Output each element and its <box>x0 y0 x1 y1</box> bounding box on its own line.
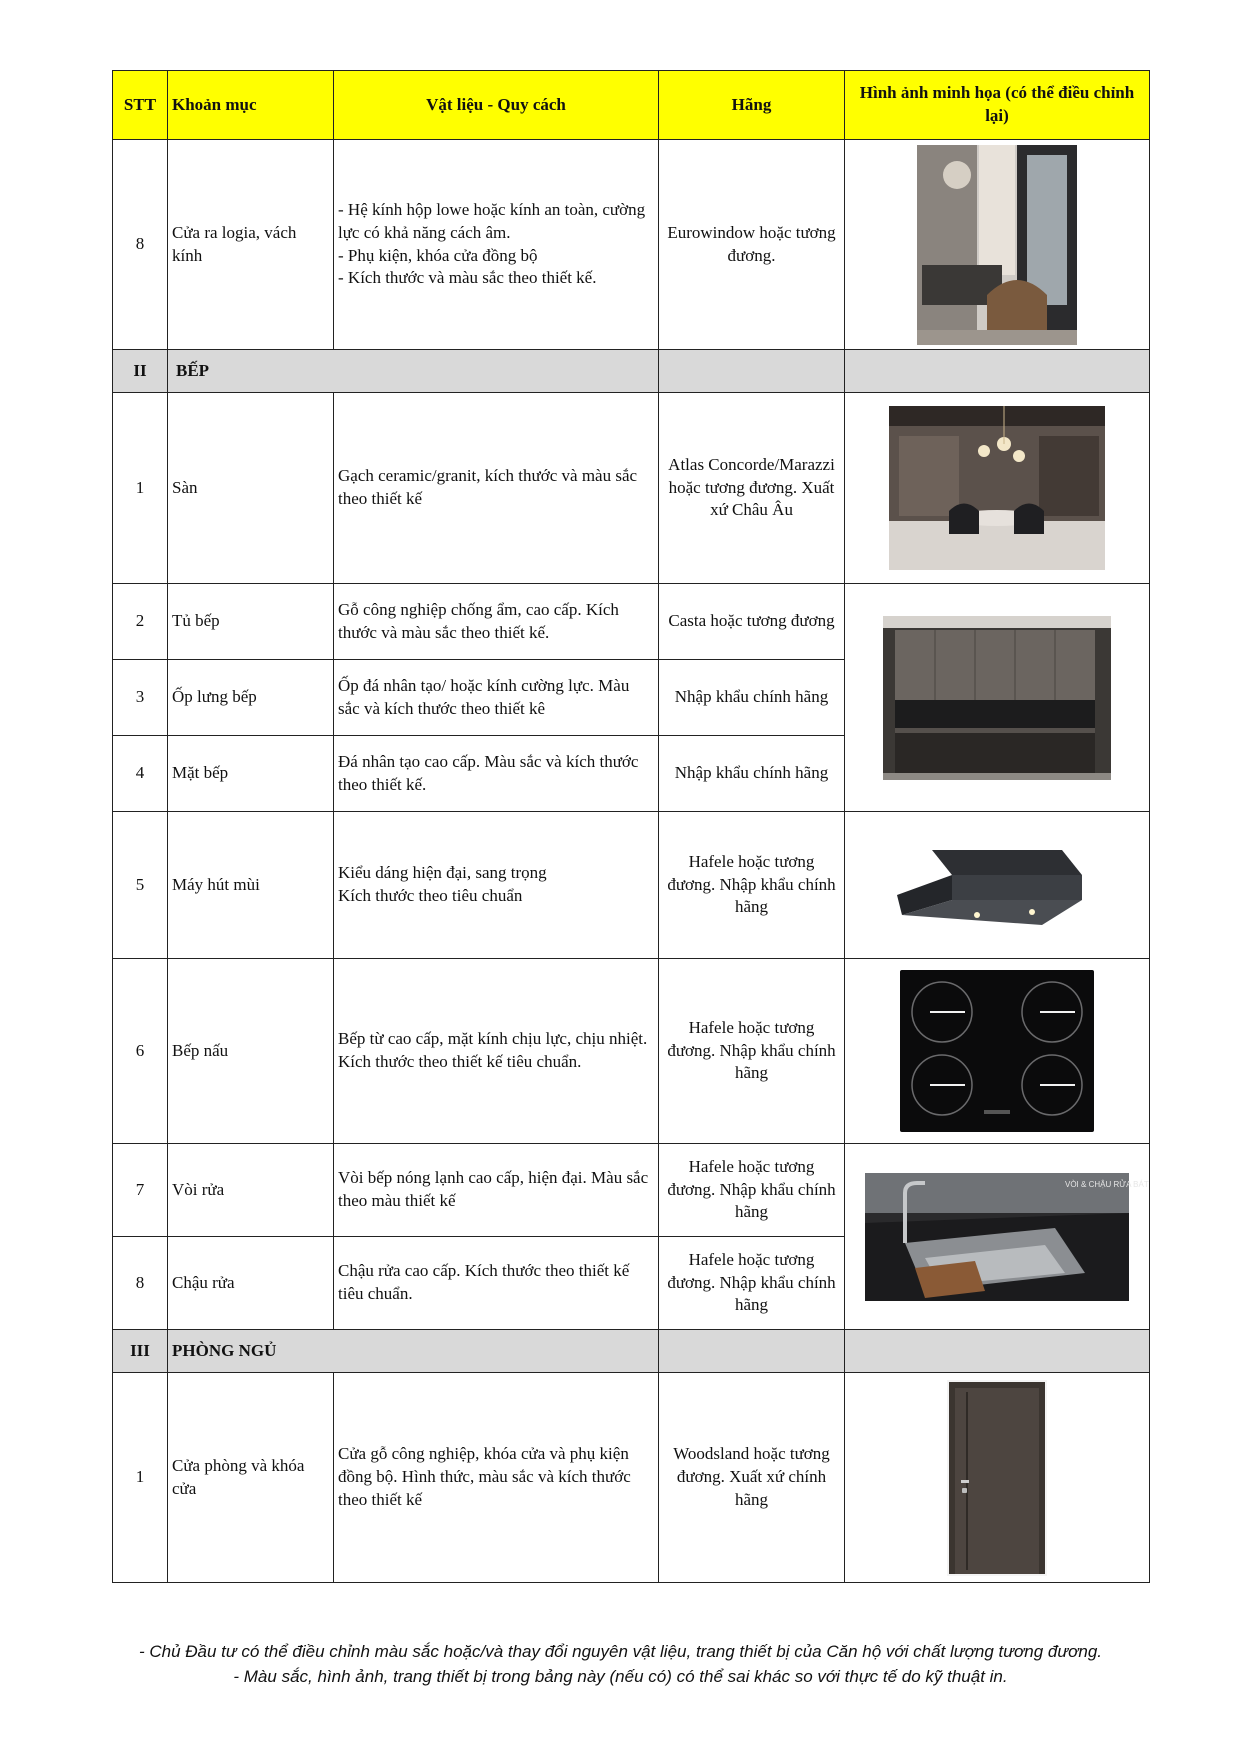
header-stt: STT <box>113 71 168 140</box>
table-row <box>113 959 1150 1144</box>
row-brand: Nhập khẩu chính hãng <box>659 660 845 736</box>
row-image-cell <box>845 1373 1150 1583</box>
row-item: Tủ bếp <box>168 584 334 660</box>
sink-image-caption: VÒI & CHẬU RỬA BÁT <box>1065 1179 1149 1189</box>
row-spec: Đá nhân tạo cao cấp. Màu sắc và kích thước theo thiết kế. <box>334 736 659 812</box>
table-header-row <box>113 71 1150 140</box>
row-spec: Cửa gỗ công nghiệp, khóa cửa và phụ kiện đồng bộ. Hình thức, màu sắc và kích thước theo thiết kế <box>334 1373 659 1583</box>
section-number: III <box>113 1330 168 1373</box>
header-image: Hình ảnh minh họa (có thể điều chỉnh lại) <box>845 71 1150 140</box>
row-item: Vòi rửa <box>168 1144 334 1237</box>
section-title: PHÒNG NGỦ <box>168 1330 659 1373</box>
spec-line: Kích thước theo tiêu chuẩn <box>338 886 523 905</box>
row-item: Cửa phòng và khóa cửa <box>168 1373 334 1583</box>
spec-line: - Phụ kiện, khóa cửa đồng bộ <box>338 245 538 265</box>
row-brand: Hafele hoặc tương đương. Nhập khẩu chính hãng <box>659 1144 845 1237</box>
footer-note-2: - Màu sắc, hình ảnh, trang thiết bị trong bảng này (nếu có) có thể sai khác so với thực tế do kỹ thuật in. <box>233 1667 1008 1686</box>
row-image-cell <box>845 393 1150 584</box>
range-hood-photo <box>892 830 1102 940</box>
header-brand: Hãng <box>659 71 845 140</box>
row-item: Máy hút mùi <box>168 812 334 959</box>
row-item: Mặt bếp <box>168 736 334 812</box>
row-image-cell <box>845 140 1150 350</box>
row-stt: 2 <box>113 584 168 660</box>
row-item: Bếp nấu <box>168 959 334 1144</box>
section-title: BẾP <box>168 350 659 393</box>
row-brand: Hafele hoặc tương đương. Nhập khẩu chính hãng <box>659 959 845 1144</box>
kitchen-cabinet-photo <box>883 616 1111 780</box>
table-row <box>113 812 1150 959</box>
row-spec: Chậu rửa cao cấp. Kích thước theo thiết kế tiêu chuẩn. <box>334 1237 659 1330</box>
row-brand: Hafele hoặc tương đương. Nhập khẩu chính hãng <box>659 1237 845 1330</box>
row-spec: Ốp đá nhân tạo/ hoặc kính cường lực. Màu sắc và kích thước theo thiết kê <box>334 660 659 736</box>
table-row <box>113 584 1150 660</box>
footer-note-1: - Chủ Đầu tư có thể điều chỉnh màu sắc hoặc/và thay đổi nguyên vật liệu, trang thiết bị của Căn hộ với chất lượng tương đương. <box>138 1642 1103 1661</box>
section-row-bedroom <box>113 1330 1150 1373</box>
row-brand: Hafele hoặc tương đương. Nhập khẩu chính hãng <box>659 812 845 959</box>
table-row <box>113 1144 1150 1237</box>
section-row-kitchen <box>113 350 1150 393</box>
table-row <box>113 1373 1150 1583</box>
row-stt: 7 <box>113 1144 168 1237</box>
induction-cooktop-photo <box>900 970 1094 1132</box>
header-item: Khoản mục <box>168 71 334 140</box>
row-brand: Nhập khẩu chính hãng <box>659 736 845 812</box>
table-row <box>113 140 1150 350</box>
row-stt: 3 <box>113 660 168 736</box>
row-item: Ốp lưng bếp <box>168 660 334 736</box>
row-item: Cửa ra logia, vách kính <box>168 140 334 350</box>
row-image-cell <box>845 1144 1150 1330</box>
row-stt: 8 <box>113 140 168 350</box>
faucet-sink-photo <box>865 1173 1149 1301</box>
row-spec <box>334 812 659 959</box>
row-stt: 4 <box>113 736 168 812</box>
row-stt: 1 <box>113 393 168 584</box>
wooden-door-photo <box>947 1380 1047 1576</box>
row-spec: Vòi bếp nóng lạnh cao cấp, hiện đại. Màu sắc theo màu thiết kế <box>334 1144 659 1237</box>
section-number: II <box>113 350 168 393</box>
row-item: Sàn <box>168 393 334 584</box>
spec-line: - Hệ kính hộp lowe hoặc kính an toàn, cường lực có khả năng cách âm. <box>338 199 646 242</box>
row-image-cell <box>845 959 1150 1144</box>
row-stt: 1 <box>113 1373 168 1583</box>
row-spec: Gạch ceramic/granit, kích thước và màu sắc theo thiết kế <box>334 393 659 584</box>
row-brand: Eurowindow hoặc tương đương. <box>659 140 845 350</box>
row-spec <box>334 140 659 350</box>
row-spec: Bếp từ cao cấp, mặt kính chịu lực, chịu nhiệt. Kích thước theo thiết kế tiêu chuẩn. <box>334 959 659 1144</box>
row-stt: 5 <box>113 812 168 959</box>
kitchen-dining-photo <box>889 406 1105 570</box>
row-brand: Woodsland hoặc tương đương. Xuất xứ chính hãng <box>659 1373 845 1583</box>
spec-table <box>112 70 1150 1583</box>
row-stt: 6 <box>113 959 168 1144</box>
table-row <box>113 393 1150 584</box>
row-brand: Casta hoặc tương đương <box>659 584 845 660</box>
spec-line: - Kích thước và màu sắc theo thiết kế. <box>338 268 597 288</box>
row-brand: Atlas Concorde/Marazzi hoặc tương đương. Xuất xứ Châu Âu <box>659 393 845 584</box>
row-stt: 8 <box>113 1237 168 1330</box>
spec-line: Kiểu dáng hiện đại, sang trọng <box>338 863 547 883</box>
header-spec: Vật liệu - Quy cách <box>334 71 659 140</box>
row-spec: Gỗ công nghiệp chống ẩm, cao cấp. Kích thước và màu sắc theo thiết kế. <box>334 584 659 660</box>
row-image-cell <box>845 584 1150 812</box>
row-item: Chậu rửa <box>168 1237 334 1330</box>
row-image-cell <box>845 812 1150 959</box>
living-room-photo <box>917 145 1077 345</box>
